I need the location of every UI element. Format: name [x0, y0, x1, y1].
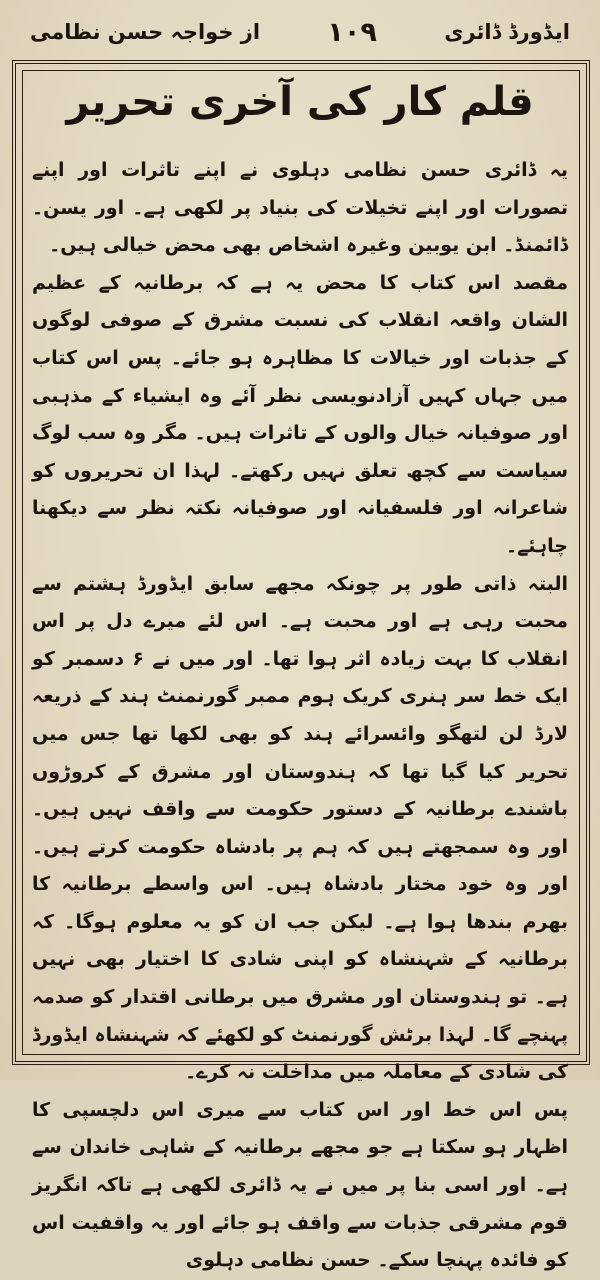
- body-text: [32, 152, 568, 1280]
- chapter-title: قلم کار کی آخری تحریر: [66, 79, 534, 125]
- paragraph-4: [32, 1092, 568, 1280]
- paragraph-4-text: پس اس خط اور اس کتاب سے میری اس دلچسپی کا اظہار ہو سکتا ہے جو مجھے برطانیہ کے شاہی خاندان سے ہے۔ اور اسی بنا پر میں نے یہ ڈائری لکھی ہے تاکہ انگریز قوم مشرقی جذبات سے واقف ہو جائے اور یہ واقفیت اس کو فائدہ پہنچا سکے۔: [32, 1098, 568, 1272]
- paragraph-3: البتہ ذاتی طور پر چونکہ مجھے سابق ایڈورڈ ہشتم سے محبت رہی ہے اور محبت ہے۔ اس لئے میرے دل پر اس انقلاب کا بہت زیادہ اثر ہوا تھا۔ اور میں نے ۶ دسمبر کو ایک خط سر ہنری کریک ہوم ممبر گورنمنٹ ہند کے ذریعہ لارڈ لن لتھگو وائسرائے ہند کو بھی لکھا تھا جس میں تحریر کیا گیا تھا کہ ہندوستان اور مشرق کے کروڑوں باشندے برطانیہ کے دستور حکومت سے واقف نہیں ہیں۔ اور وہ سمجھتے ہیں کہ ہم پر بادشاہ حکومت کرتے ہیں۔ اور وہ خود مختار بادشاہ ہیں۔ اس واسطے برطانیہ کا بھرم بندھا ہوا ہے۔ لیکن جب ان کو یہ معلوم ہوگا۔ کہ برطانیہ کے شہنشاہ کو اپنی شادی کا اختیار بھی نہیں ہے۔ تو ہندوستان اور مشرق میں برطانی اقتدار کو صدمہ پہنچے گا۔ لہذا برٹش گورنمنٹ کو لکھئے کہ شہنشاہ ایڈورڈ کی شادی کے معاملہ میں مداخلت نہ کرے۔: [32, 572, 568, 1084]
- author-signature: حسن نظامی دہلوی: [185, 1249, 371, 1272]
- running-header: [30, 12, 570, 52]
- page-number: ۱۰۹: [327, 16, 377, 48]
- book-title-header: ایڈورڈ ڈائری: [444, 20, 570, 44]
- author-credit-header: از خواجہ حسن نظامی: [30, 20, 261, 44]
- paragraph-1: یہ ڈائری حسن نظامی دہلوی نے اپنے تاثرات اور اپنے تصورات اور اپنے تخیلات کی بنیاد پر لکھی ہے۔ اور یسن۔ ڈائمنڈ۔ ابن یوبین وغیرہ اشخاص بھی محض خیالی ہیں۔: [32, 159, 568, 257]
- paragraph-2: مقصد اس کتاب کا محض یہ ہے کہ برطانیہ کے عظیم الشان واقعہ انقلاب کی نسبت مشرق کے صوفی لوگوں کے جذبات اور خیالات کا مظاہرہ ہو جائے۔ پس اس کتاب میں جہاں کہیں آزادنویسی نظر آئے وہ ایشیاء کے مذہبی اور صوفیانہ خیال والوں کے تاثرات ہیں۔ مگر وہ سب لوگ سیاست سے کچھ تعلق نہیں رکھتے۔ لہذا ان تحریروں کو شاعرانہ اور فلسفیانہ اور صوفیانہ نکتہ نظر سے دیکھنا چاہئے۔: [32, 271, 568, 557]
